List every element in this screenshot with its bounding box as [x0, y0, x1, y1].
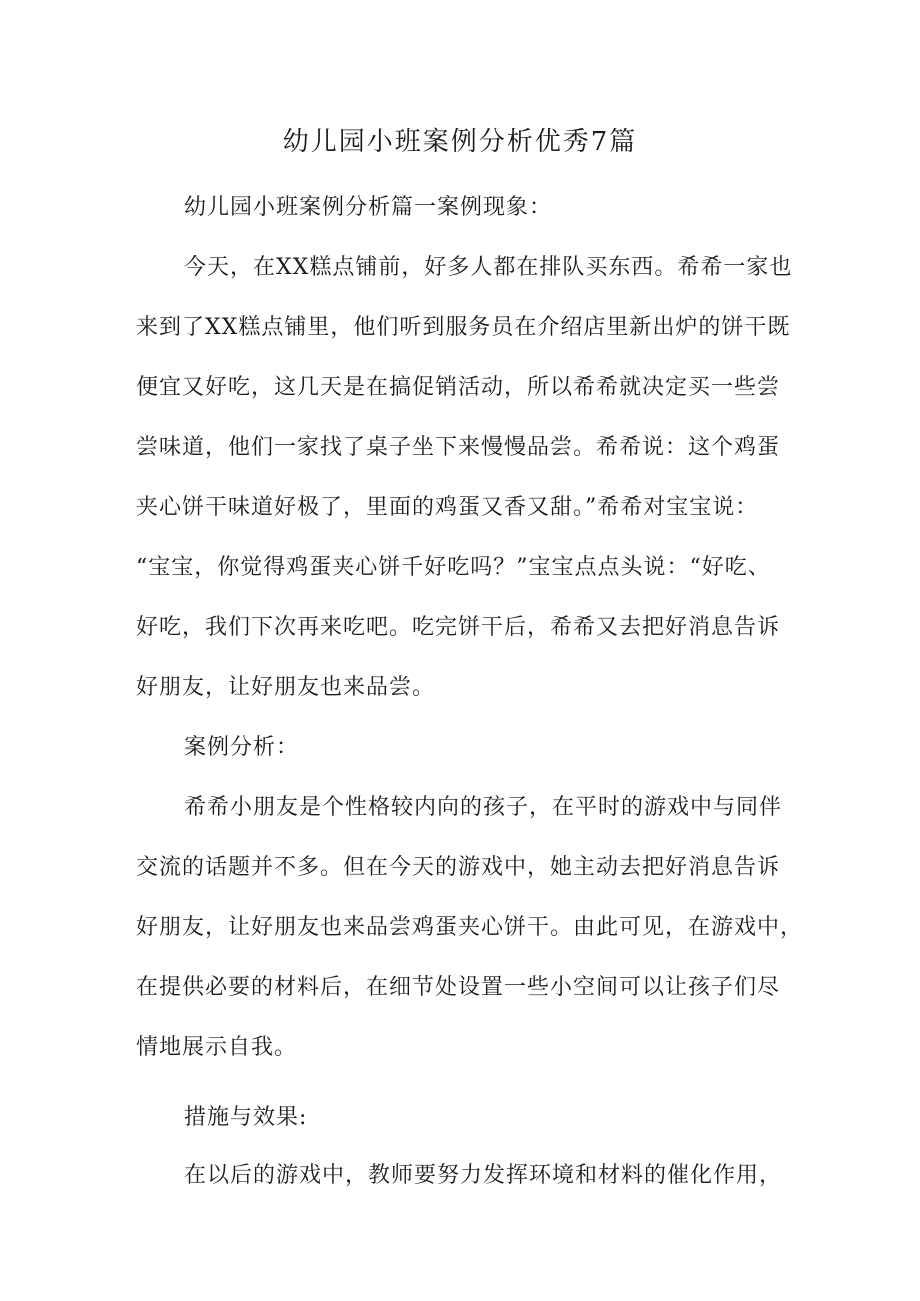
paragraph-line: 好朋友，让好朋友也来品尝。	[136, 675, 436, 700]
paragraph-line: 情地展示自我。	[136, 1035, 298, 1060]
paragraph-line: 便宜又好吃，这几天是在搞促销活动，所以希希就决定买一些尝	[136, 375, 781, 400]
paragraph-line: 好朋友，让好朋友也来品尝鸡蛋夹心饼干。由此可见，在游戏中，	[136, 915, 804, 940]
paragraph-line: 夹心饼干味道好极了，里面的鸡蛋又香又甜。”希希对宝宝说：	[136, 495, 759, 520]
paragraph-line: 好吃，我们下次再来吃吧。吃完饼干后，希希又去把好消息告诉	[136, 615, 781, 640]
paragraph-line: 在提供必要的材料后，在细节处设置一些小空间可以让孩子们尽	[136, 975, 781, 1000]
paragraph-line: 今天，在XX糕点铺前，好多人都在排队买东西。希希一家也	[184, 255, 793, 280]
analysis-paragraph	[136, 778, 804, 1078]
paragraph-line: 来到了XX糕点铺里，他们听到服务员在介绍店里新出炉的饼干既	[136, 315, 791, 340]
page-title: 幼儿园小班案例分析优秀7篇	[282, 127, 638, 157]
heading-text: 案例分析：	[184, 735, 300, 760]
section-heading-measures	[136, 1088, 796, 1148]
paragraph-line: 交流的话题并不多。但在今天的游戏中，她主动去把好消息告诉	[136, 855, 781, 880]
heading-text: 措施与效果:	[184, 1105, 308, 1130]
section-heading-analysis	[136, 718, 796, 778]
measures-paragraph	[136, 1146, 796, 1206]
paragraph-line: 希希小朋友是个性格较内向的孩子，在平时的游戏中与同伴	[184, 795, 783, 820]
paragraph-line: 在以后的游戏中，教师要努力发挥环境和材料的催化作用，	[184, 1163, 783, 1188]
story-paragraph	[136, 238, 796, 718]
section-heading-phenomenon	[136, 178, 796, 238]
paragraph-line: “宝宝，你觉得鸡蛋夹心饼千好吃吗？”宝宝点点头说：“好吃、	[136, 555, 771, 580]
heading-text: 幼儿园小班案例分析篇一案例现象：	[184, 195, 553, 220]
paragraph-line: 尝味道，他们一家找了桌子坐下来慢慢品尝。希希说：这个鸡蛋	[136, 435, 781, 460]
